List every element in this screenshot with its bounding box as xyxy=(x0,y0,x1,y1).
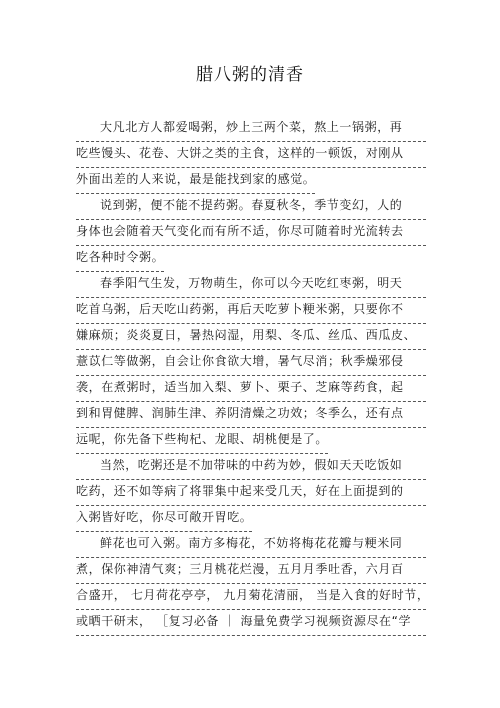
text-line: 吃首乌粥，后天吃山药粥，再后天吃萝卜粳米粥，只要你不 xyxy=(76,298,426,324)
text-line: 说到粥，便不能不提药粥。春夏秋冬，季节变幻，人的 xyxy=(76,194,426,220)
document-body xyxy=(76,116,430,636)
text-line: 薏苡仁等做粥，自会让你食欲大增，暑气尽消；秋季燥邪侵 xyxy=(76,350,426,376)
text-line-wrapper xyxy=(76,220,426,246)
text-line: 吃各种时令粥。 xyxy=(76,246,164,272)
text-line: 身体也会随着天气变化而有所不适，你尽可随着时光流转去 xyxy=(76,220,426,246)
text-line-wrapper xyxy=(76,558,426,584)
text-line: 吃些馒头、花卷、大饼之类的主食，这样的一顿饭，对刚从 xyxy=(76,142,426,168)
text-line-wrapper xyxy=(76,168,426,194)
text-line-wrapper xyxy=(76,272,426,298)
text-line-wrapper xyxy=(76,194,426,220)
text-line-wrapper xyxy=(76,402,426,428)
text-line-wrapper xyxy=(76,428,426,454)
text-line-wrapper xyxy=(76,298,426,324)
text-line-wrapper xyxy=(76,350,426,376)
text-line: 吃药，还不如等病了将罪集中起来受几天，好在上面提到的 xyxy=(76,480,426,506)
text-line: 鲜花也可入粥。南方多梅花，不妨将梅花花瓣与粳米同 xyxy=(76,532,426,558)
text-line: 煮，保你神清气爽；三月桃花烂漫，五月月季吐香，六月百 xyxy=(76,558,426,584)
text-line-wrapper xyxy=(76,480,426,506)
text-line: 袭，在煮粥时，适当加入梨、萝卜、栗子、芝麻等药食，起 xyxy=(76,376,426,402)
text-line-wrapper xyxy=(76,376,426,402)
text-line: 远呢，你先备下些枸杞、龙眼、胡桃便是了。 xyxy=(76,428,328,454)
text-line-wrapper xyxy=(76,506,426,532)
text-line-wrapper xyxy=(76,584,430,610)
text-line-wrapper xyxy=(76,532,426,558)
text-line-wrapper xyxy=(76,454,426,480)
text-line-wrapper xyxy=(76,246,426,272)
text-line: 入粥皆好吃，你尽可敞开胃吃。 xyxy=(76,506,252,532)
text-line: 合盛开， 七月荷花亭亭， 九月菊花清丽， 当是入食的好时节， xyxy=(76,584,426,610)
text-line: 嫌麻烦；炎炎夏日，暑热闷湿，用梨、冬瓜、丝瓜、西瓜皮、 xyxy=(76,324,426,350)
text-line: 或晒干研末， ［复习必备 ｜ 海量免费学习视频资源尽在“学 xyxy=(76,610,426,636)
text-line: 当然，吃粥还是不加带味的中药为妙，假如天天吃饭如 xyxy=(76,454,426,480)
text-line: 外面出差的人来说，最是能找到家的感觉。 xyxy=(76,168,315,194)
text-line: 大凡北方人都爱喝粥，炒上三两个菜，熬上一锅粥，再 xyxy=(76,116,426,142)
text-line: 春季阳气生发，万物萌生，你可以今天吃红枣粥，明天 xyxy=(76,272,426,298)
text-line-wrapper xyxy=(76,142,426,168)
text-line-wrapper xyxy=(76,610,426,636)
text-line: 到和胃健脾、润肺生津、养阴清燥之功效；冬季么，还有点 xyxy=(76,402,426,428)
text-line-wrapper xyxy=(76,324,426,350)
document-title: 腊八粥的清香 xyxy=(196,65,304,85)
text-line-wrapper xyxy=(76,116,426,142)
